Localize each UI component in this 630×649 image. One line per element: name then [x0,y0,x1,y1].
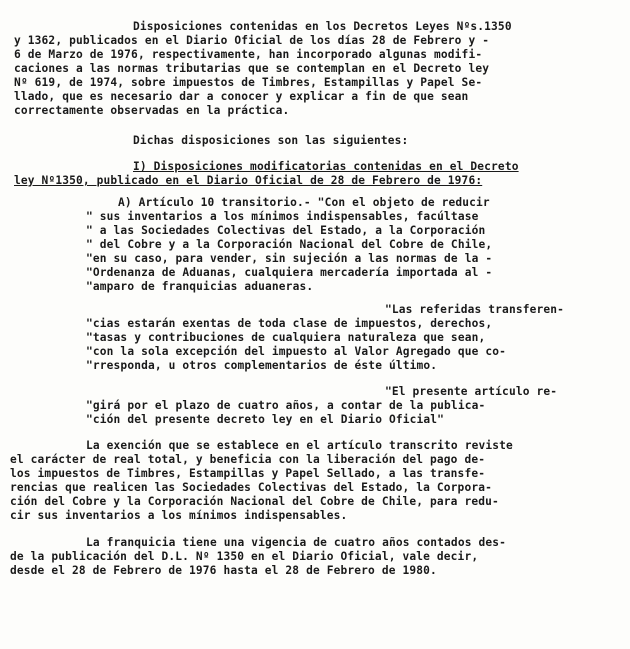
text-line: el carácter de real total, y beneficia con la liberación del pago de- [10,453,486,466]
dichas-line: Dichas disposiciones son las siguientes: [133,134,409,147]
text-line: Disposiciones contenidas en los Decretos Leyes Nºs.1350 [133,20,512,33]
text-line: ción del Cobre y la Corporación Nacional del Cobre de Chile, para redu- [10,495,499,508]
text-line: "tasas y contribuciones de cualquiera naturaleza que sean, [86,331,486,344]
text-line: correctamente observadas en la práctica. [14,104,290,117]
text-line: Nº 619, de 1974, sobre impuestos de Timbres, Estampillas y Papel Se- [14,76,483,89]
text-line: desde el 28 de Febrero de 1976 hasta el 28 de Febrero de 1980. [10,564,437,577]
text-line: "Ordenanza de Aduanas, cualquiera mercadería importada al - [86,266,493,279]
text-line: "en su caso, para vender, sin sujeción a las normas de la - [86,252,493,265]
text-line: "El presente artículo re- [385,385,558,398]
text-line: de la publicación del D.L. Nº 1350 en el Diario Oficial, vale decir, [10,550,479,563]
text-line: "Las referidas transferen- [385,303,565,316]
text-line: los impuestos de Timbres, Estampillas y Papel Sellado, a las transfe- [10,467,486,480]
text-line: " a las Sociedades Colectivas del Estado, a la Corporación [86,224,486,237]
text-line: "rresponda, u otros complementarios de éste último. [86,359,438,372]
text-line: "amparo de franquicias aduaneras. [86,280,314,293]
text-line: caciones a las normas tributarias que se contemplan en el Decreto ley [14,62,490,75]
text-line: " sus inventarios a los mínimos indispensables, facúltase [86,210,479,223]
text-line: La exención que se establece en el artículo transcrito reviste [86,439,513,452]
heading-line: ley Nº1350, publicado en el Diario Oficial de 28 de Febrero de 1976: [14,174,483,187]
text-line: cir sus inventarios a los mínimos indispensables. [10,509,348,522]
text-line: La franquicia tiene una vigencia de cuatro años contados des- [86,536,507,549]
heading-line: I) Disposiciones modificatorias contenidas en el Decreto [133,160,519,173]
text-line: "con la sola excepción del impuesto al Valor Agregado que co- [86,345,507,358]
text-line: "cias estarán exentas de toda clase de impuestos, derechos, [86,317,493,330]
text-line: "girá por el plazo de cuatro años, a contar de la publica- [86,399,486,412]
text-line: rencias que realicen las Sociedades Colectivas del Estado, la Corpora- [10,481,492,494]
text-line: "ción del presente decreto ley en el Diario Oficial" [86,413,445,426]
text-line: " del Cobre y a la Corporación Nacional del Cobre de Chile, [86,238,493,251]
text-line: llado, que es necesario dar a conocer y explicar a fin de que sean [14,90,469,103]
text-line: A) Artículo 10 transitorio.- "Con el objeto de reducir [118,196,490,209]
text-line: y 1362, publicados en el Diario Oficial de los días 28 de Febrero y - [14,34,490,47]
text-line: 6 de Marzo de 1976, respectivamente, han incorporado algunas modifi- [14,48,483,61]
